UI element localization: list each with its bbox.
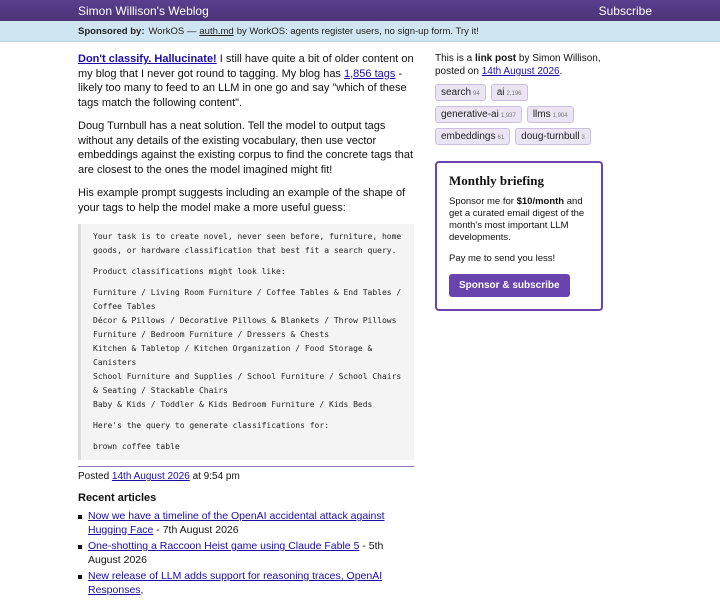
post-p1-text-a: I still have quite a bit of older content on my blog that I never got round to tagging. My blog has [78,53,414,80]
tag-name: generative-ai [441,109,499,120]
tag-name: embeddings [441,131,496,142]
subscribe-link[interactable]: Subscribe [598,3,652,18]
briefing-price: $10/month [516,196,565,207]
recent-articles-heading: Recent articles [78,492,157,504]
sponsor-bar [0,21,720,42]
article-link[interactable]: One-shotting a Raccoon Heist game using Claude Fable 5 [88,540,360,552]
article-link[interactable]: Now we have a timeline of the OpenAI accidental attack against Hugging Face [88,510,385,536]
posted-info [78,466,414,482]
list-item [78,510,414,537]
tags-count-link[interactable]: 1,856 tags [344,67,396,80]
posted-time: at 9:54 pm [192,471,240,482]
tag-count: 2,196 [506,91,522,97]
intro-end: . [559,66,563,77]
site-header [0,0,720,21]
sidebar [435,52,603,311]
tag-embeddings[interactable] [435,128,510,145]
prompt-line: Furniture / Bedroom Furniture / Dressers & Chests [93,330,330,339]
briefing-text-2: Pay me to send you less! [449,253,556,264]
post-title-link[interactable]: Don't classify. Hallucinate! [78,53,217,65]
tag-name: doug-turnbull [521,131,580,142]
briefing-heading: Monthly briefing [449,173,544,188]
recent-articles-list [78,510,414,597]
post-paragraph-1 [78,52,414,110]
list-item [78,540,414,567]
tag-name: search [441,87,472,98]
article-date: - 7th August 2026 [156,523,239,536]
article-link[interactable]: New release of LLM adds support for reasoning traces, OpenAI Responses, [88,570,383,596]
tag-count: 61 [497,135,505,141]
prompt-line: Your task is to create novel, never seen before, furniture, home goods, or hardware classification that best fit a search query. [93,232,402,255]
main-content [78,52,414,600]
prompt-line: Kitchen & Tabletop / Kitchen Organization / Food Storage & Canisters [93,344,373,367]
sponsor-company: WorkOS — [148,25,197,37]
prompt-line: Décor & Pillows / Decorative Pillows & Blankets / Throw Pillows [93,316,397,325]
tag-name: ai [496,87,505,98]
post-paragraph-3: His example prompt suggests including an example of the shape of your tags to help the model make a more useful guess: [78,187,406,214]
intro-text: This is a [435,53,473,64]
tag-ai[interactable] [491,84,528,101]
sponsor-prefix: Sponsored by: [78,25,145,37]
tag-name: llms [532,109,551,120]
post-p1-text-b: - likely too many to feed to an LLM in one go and say "which of these tags match the following content". [78,67,407,109]
link-post-intro [435,52,603,78]
prompt-line: Furniture / Living Room Furniture / Coffee Tables & End Tables / Coffee Tables [93,288,402,311]
tag-list [435,84,603,145]
briefing-text [449,196,589,244]
prompt-code-block [78,224,414,460]
tag-count: 1,904 [552,113,568,119]
intro-text: by Simon Willison, posted on [435,53,601,77]
tag-count: 3 [581,135,585,141]
tag-search[interactable] [435,84,486,101]
tag-count: 1,937 [500,113,516,119]
sponsor-subscribe-button[interactable]: Sponsor & subscribe [449,274,570,297]
briefing-text-b: and get a curated email digest of the month's most important LLM developments. [449,196,585,243]
article-date: - 5th August 2026 [88,540,384,566]
monthly-briefing-box [435,161,603,311]
tag-generative-ai[interactable] [435,106,522,123]
posted-prefix: Posted [78,471,110,482]
sponsor-link[interactable]: auth.md [199,25,234,37]
intro-date-link[interactable]: 14th August 2026 [481,66,560,77]
tag-count: 94 [473,91,480,97]
list-item [78,570,414,597]
tag-llms[interactable] [527,106,574,123]
posted-date-link[interactable]: 14th August 2026 [111,471,190,482]
site-title[interactable]: Simon Willison's Weblog [78,3,209,18]
prompt-line: Here's the query to generate classifications for: [93,421,330,430]
prompt-line: School Furniture and Supplies / School Furniture / School Chairs & Seating / Stackable Chairs [93,372,402,395]
briefing-text-a: Sponsor me for [449,196,514,207]
tag-doug-turnbull[interactable] [515,128,591,145]
prompt-line: Baby & Kids / Toddler & Kids Bedroom Furniture / Kids Beds [93,400,373,409]
sponsor-text: by WorkOS: agents register users, no sign-up form. Try it! [236,25,479,37]
post-paragraph-2: Doug Turnbull has a neat solution. Tell the model to output tags without any details of the existing vocabulary, then use vector embeddings against the existing corpus to find the concrete tags that are closest to the ones the model imagined might fit! [78,120,414,176]
intro-bold: link post [475,53,517,64]
prompt-line: Product classifications might look like: [93,267,286,276]
prompt-line: brown coffee table [93,442,180,451]
